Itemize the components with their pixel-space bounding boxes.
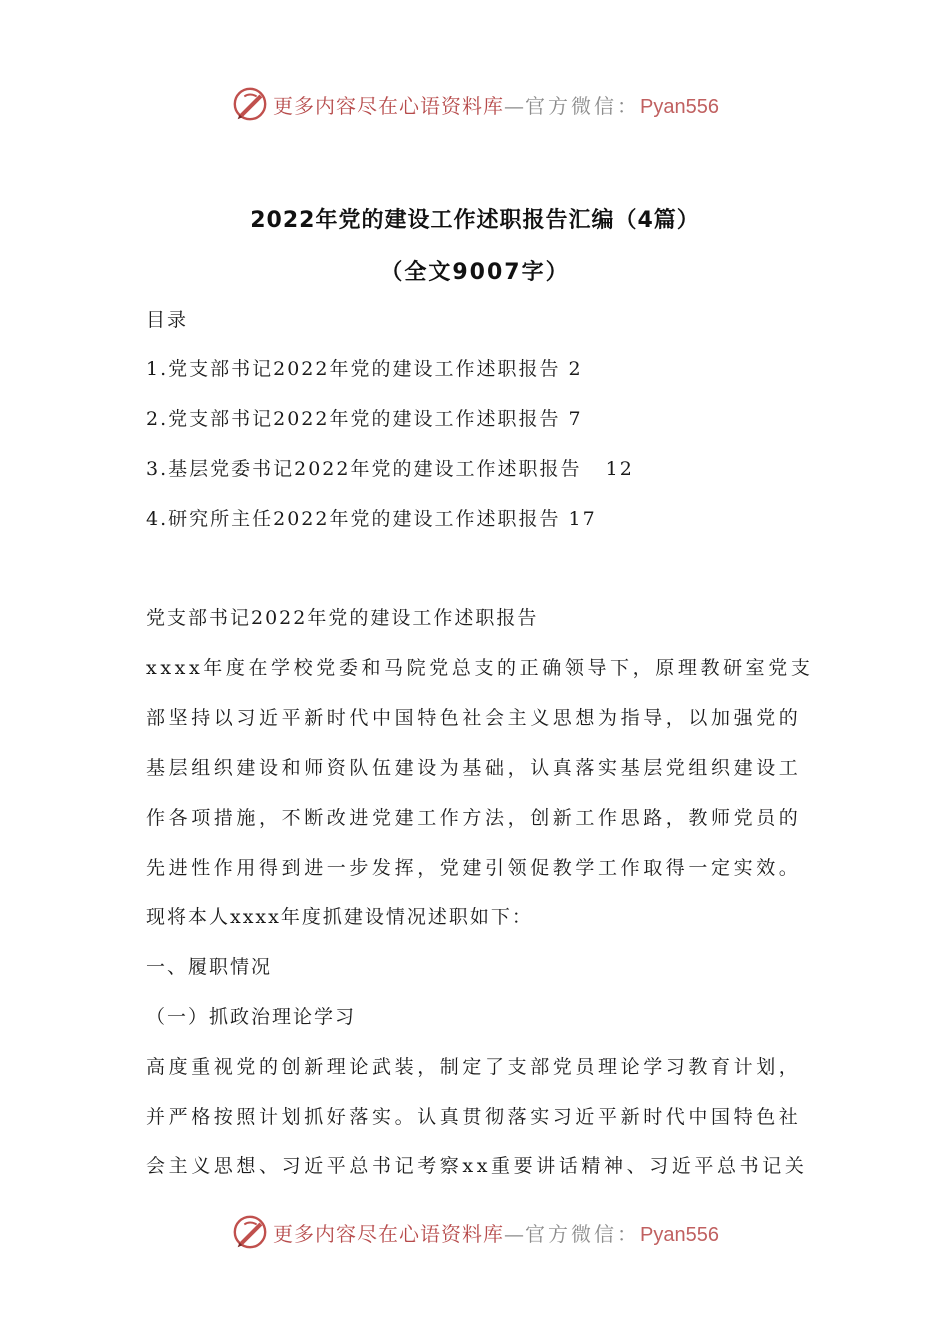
pen-logo-icon: [231, 1213, 269, 1251]
watermark-banner-top: [0, 84, 950, 124]
paragraph-line: xxxx年度在学校党委和马院党总支的正确领导下，原理教研室党支: [146, 657, 814, 679]
watermark-text: 更多内容尽在心语资料库—官方微信：Pyan556: [273, 93, 719, 118]
watermark-banner-bottom: [0, 1212, 950, 1252]
paragraph-line: 并严格按照计划抓好落实。认真贯彻落实习近平新时代中国特色社: [146, 1106, 802, 1128]
paragraph-line: 基层组织建设和师资队伍建设为基础，认真落实基层党组织建设工: [146, 757, 802, 779]
toc-item: 1.党支部书记2022年党的建设工作述职报告 2: [146, 358, 583, 380]
paragraph-line: 先进性作用得到进一步发挥，党建引领促教学工作取得一定实效。: [146, 857, 802, 879]
pen-logo-icon: [231, 85, 269, 123]
toc-item: 4.研究所主任2022年党的建设工作述职报告 17: [146, 508, 597, 530]
document-title: 2022年党的建设工作述职报告汇编（4篇）: [250, 208, 700, 233]
document-subtitle: （全文9007字）: [380, 260, 570, 285]
toc-item: 3.基层党委书记2022年党的建设工作述职报告 12: [146, 458, 634, 480]
heading-level-1: 一、履职情况: [146, 956, 273, 978]
toc-heading: 目录: [146, 309, 189, 331]
paragraph-line: 会主义思想、习近平总书记考察xx重要讲话精神、习近平总书记关: [146, 1155, 808, 1177]
section-title: 党支部书记2022年党的建设工作述职报告: [146, 607, 539, 629]
heading-level-2: （一）抓政治理论学习: [146, 1006, 357, 1028]
paragraph-line: 现将本人xxxx年度抓建设情况述职如下：: [146, 906, 533, 928]
paragraph-line: 作各项措施，不断改进党建工作方法，创新工作思路，教师党员的: [146, 807, 802, 829]
paragraph-line: 高度重视党的创新理论武装，制定了支部党员理论学习教育计划，: [146, 1056, 802, 1078]
watermark-text: 更多内容尽在心语资料库—官方微信：Pyan556: [273, 1221, 719, 1246]
paragraph-line: 部坚持以习近平新时代中国特色社会主义思想为指导，以加强党的: [146, 707, 802, 729]
toc-item: 2.党支部书记2022年党的建设工作述职报告 7: [146, 408, 583, 430]
